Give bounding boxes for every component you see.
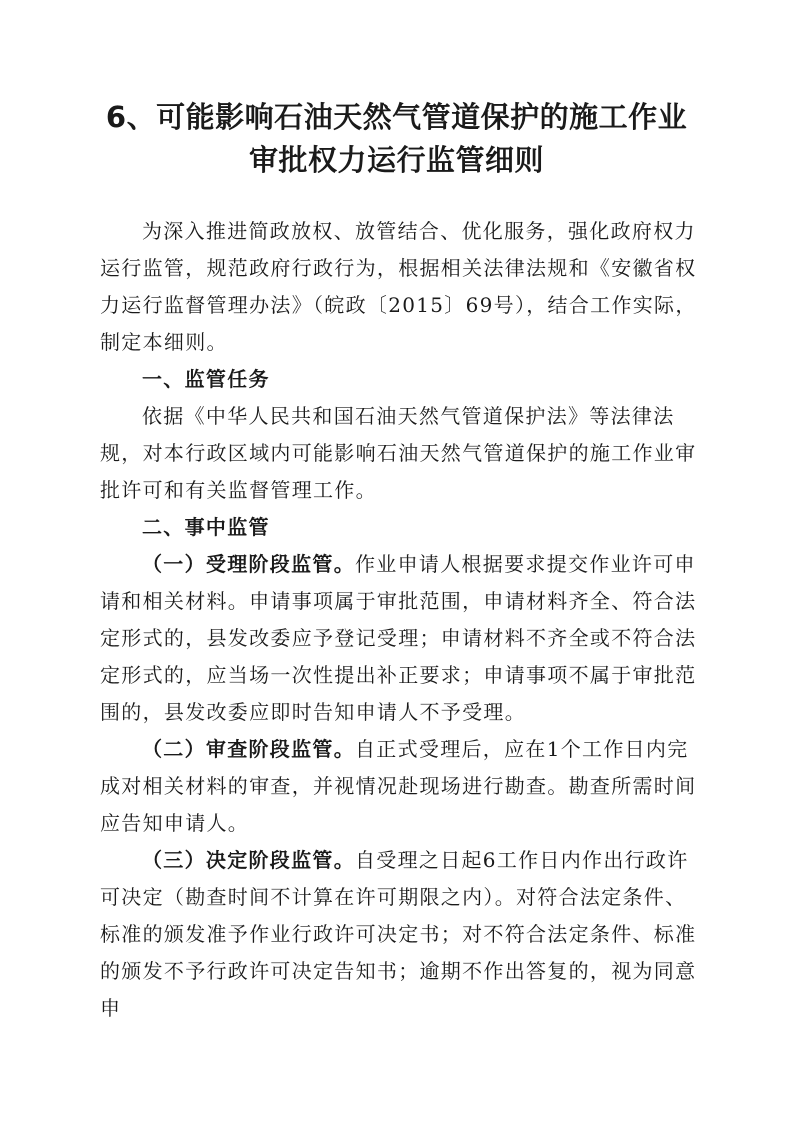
section-1-heading: 一、监管任务 <box>142 367 270 391</box>
section-2-item-3 <box>100 842 700 1027</box>
document-title-line-1: 6、可能影响石油天然气管道保护的施工作业 <box>105 100 688 134</box>
item-1-label: （一）受理阶段监管。 <box>142 552 355 576</box>
item-3-text: 自受理之日起6工作日内作出行政许可决定（勘查时间不计算在许可期限之内）。对符合法定条件、标准的颁发准予作业行政许可决定书；对不符合法定条件、标准的颁发不予行政许可决定告知书；逾期不作出答复的，视为同意申 <box>100 848 697 1020</box>
item-2-text: 自正式受理后，应在1个工作日内完成对相关材料的审查，并视情况赴现场进行勘查。勘查所需时间应告知申请人。 <box>100 737 697 835</box>
item-3-label: （三）决定阶段监管。 <box>142 848 355 872</box>
section-2-item-2 <box>100 731 700 842</box>
document-title-line-2: 审批权力运行监管细则 <box>248 143 544 177</box>
section-2-heading: 二、事中监管 <box>142 515 270 539</box>
item-1-text: 作业申请人根据要求提交作业许可申请和相关材料。申请事项属于审批范围，申请材料齐全、符合法定形式的，县发改委应予登记受理；申请材料不齐全或不符合法定形式的，应当场一次性提出补正要求；申请事项不属于审批范围的，县发改委应即时告知申请人不予受理。 <box>100 552 697 724</box>
section-1-paragraph: 依据《中华人民共和国石油天然气管道保护法》等法律法规，对本行政区域内可能影响石油天然气管道保护的施工作业审批许可和有关监督管理工作。 <box>100 404 697 502</box>
intro-paragraph: 为深入推进简政放权、放管结合、优化服务，强化政府权力运行监管，规范政府行政行为，根据相关法律法规和《安徽省权力运行监督管理办法》（皖政〔2015〕69号），结合工作实际，制定本细则。 <box>100 219 697 354</box>
item-2-label: （二）审查阶段监管。 <box>142 737 355 761</box>
section-2-item-1 <box>100 546 700 731</box>
